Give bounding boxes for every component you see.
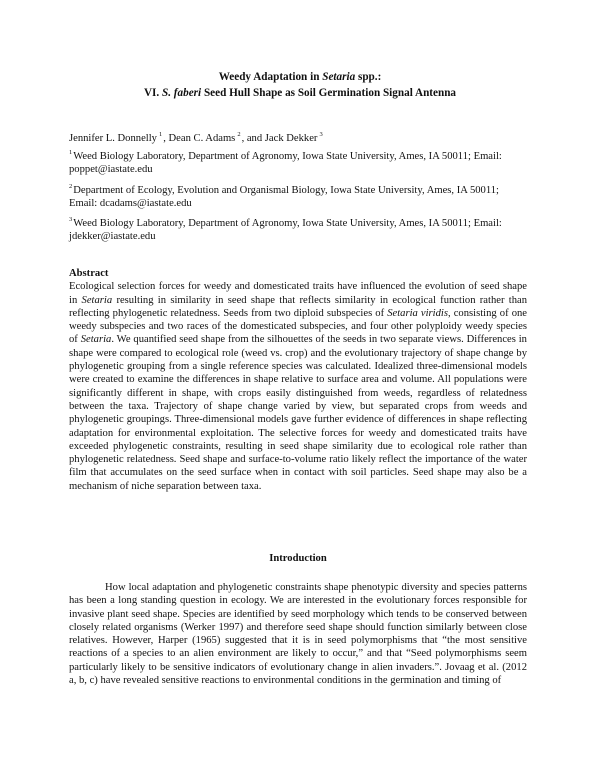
author-superscript: 2 xyxy=(237,131,241,138)
title-text-end: spp.: xyxy=(355,71,382,83)
affiliation-2 xyxy=(69,180,527,211)
title-species: S. faberi xyxy=(161,87,202,99)
author-superscript: 1 xyxy=(158,131,163,138)
affiliation-text: Department of Ecology, Evolution and Organismal Biology, Iowa State University, Ames, IA 50011; Email: dcadams@iastate.edu xyxy=(69,185,499,210)
title-text: Weedy Adaptation in xyxy=(218,71,323,83)
abstract-italic: Setaria xyxy=(80,334,112,346)
affiliation-3 xyxy=(69,213,527,244)
abstract-text: , consisting of one weedy subspecies and two races of the domesticated subspecies, and four other polyploidy weedy species of xyxy=(69,307,527,346)
abstract-text: Ecological selection forces for weedy and domesticated traits have influenced the evolution of seed shape in xyxy=(69,281,527,306)
paper-title-line-1 xyxy=(70,70,530,85)
author-name: , and Jack Dekker xyxy=(241,133,318,144)
affiliation-text: Weed Biology Laboratory, Department of Agronomy, Iowa State University, Ames, IA 50011; Email: jdekker@iastate.edu xyxy=(69,218,502,243)
abstract-heading: Abstract xyxy=(69,268,109,279)
abstract-italic: Setaria viridis xyxy=(387,307,448,319)
abstract-text: resulting in similarity in seed shape that reflects similarity in ecological function rather than reflecting phylogenetic relatedness. Seeds from two diploid subspecies of xyxy=(69,294,528,319)
affiliation-superscript: 3 xyxy=(69,216,73,223)
title-prefix: VI. xyxy=(143,87,162,99)
abstract-text: . We quantified seed shape from the silhouettes of the seeds in two separate views. Differences in shape were compared to ecological role (weed vs. crop) and the evolutionary trajectory of shape change by phylogenetic grouping from a single reference species was calculated. Idealized three-dimensional models were created to examine the differences in shape relative to surface area and volume. All populations were significantly different in shape, with crops easily distinguished from weeds, regardless of relatedness between the taxa. Trajectory of shape change varied by view, but separated crops from weeds and phylogenetic groupings. Three-dimensional models gave further evidence of differences in shape reflecting adaptation for environmental exploitation. The selective forces for weedy and domesticated traits have exceeded phylogenetic constraints, resulting in seed shape similarity due to ecological role rather than phylogenetic relatedness. Seed shape and surface-to-volume ratio likely reflect the importance of the water film that accumulates on the seed surface when in contact with soil particles. Seed shape may also be a mechanism of niche separation between taxa. xyxy=(69,334,527,492)
abstract-section xyxy=(69,267,527,493)
author-list xyxy=(69,128,527,145)
author-name: , Dean C. Adams xyxy=(163,133,236,144)
introduction-body: How local adaptation and phylogenetic constraints shape phenotypic diversity and species patterns has been a long standing question in ecology. We are interested in the evolutionary forces responsible for invasive plant seed shape. Species are identified by seed morphology which tends to be conserved between closely related organisms (Werker 1997) and therefore seed shape should function similarly between close relatives. However, Harper (1965) suggested that it is in seed polymorphisms that “the most sensitive reactions of a species to an alien environment are likely to occur,” and that “Seed polymorphisms seem particularly likely to be sensitive indicators of evolutionary change in alien invaders.”. Jovaag et al. (2012 a, b, c) have revealed sensitive reactions to environmental conditions in the germination and timing of xyxy=(69,582,527,687)
author-superscript: 3 xyxy=(319,131,323,138)
affiliation-text: Weed Biology Laboratory, Department of Agronomy, Iowa State University, Ames, IA 50011; Email: poppet@iastate.edu xyxy=(69,151,502,176)
introduction-heading: Introduction xyxy=(269,553,327,564)
abstract-italic: Setaria xyxy=(81,294,113,306)
title-genus: Setaria xyxy=(322,71,356,83)
paper-title-line-2 xyxy=(70,86,530,101)
affiliation-1 xyxy=(69,146,527,177)
title-text-end: Seed Hull Shape as Soil Germination Signal Antenna xyxy=(201,87,457,99)
author-name: Jennifer L. Donnelly xyxy=(69,133,157,144)
abstract-body xyxy=(69,280,527,493)
affiliation-superscript: 2 xyxy=(69,183,73,190)
affiliation-superscript: 1 xyxy=(69,149,73,156)
